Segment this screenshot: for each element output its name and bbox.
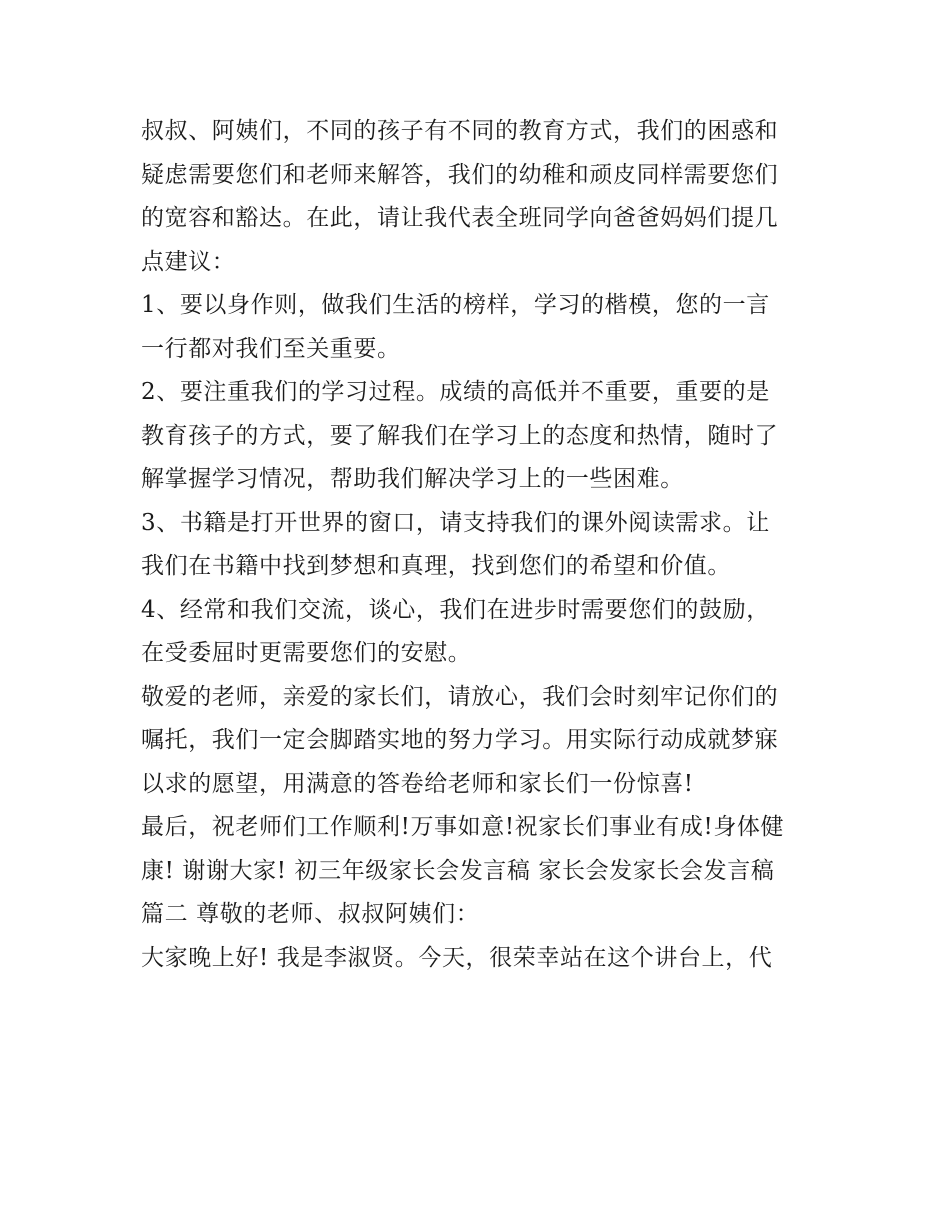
text-line: 的宽容和豁达。在此，请让我代表全班同学向爸爸妈妈们提几 bbox=[141, 205, 779, 231]
text-line: 在受委屈时更需要您们的安慰。 bbox=[141, 640, 472, 666]
text-line: 解掌握学习情况，帮助我们解决学习上的一些困难。 bbox=[141, 466, 684, 492]
text-line: 以求的愿望，用满意的答卷给老师和家长们一份惊喜! bbox=[141, 770, 694, 797]
text-line: 最后，祝老师们工作顺利!万事如意!祝家长们事业有成!身体健 bbox=[141, 814, 785, 840]
text-line: 教育孩子的方式，要了解我们在学习上的态度和热情，随时了 bbox=[141, 422, 779, 449]
text-line: 大家晚上好! 我是李淑贤。今天，很荣幸站在这个讲台上，代 bbox=[141, 944, 773, 971]
text-line: 2、要注重我们的学习过程。成绩的高低并不重要，重要的是 bbox=[141, 379, 770, 405]
text-line: 敬爱的老师，亲爱的家长们，请放心，我们会时刻牢记你们的 bbox=[141, 683, 779, 710]
text-line: 篇二 尊敬的老师、叔叔阿姨们： bbox=[141, 901, 480, 927]
text-line: 1、要以身作则，做我们生活的榜样，学习的楷模，您的一言 bbox=[141, 292, 770, 318]
text-line: 4、经常和我们交流，谈心，我们在进步时需要您们的鼓励， bbox=[141, 596, 770, 623]
text-line: 3、书籍是打开世界的窗口，请支持我们的课外阅读需求。让 bbox=[141, 509, 770, 536]
text-line: 康! 谢谢大家! 初三年级家长会发言稿 家长会发家长会发言稿 bbox=[141, 857, 775, 884]
text-line: 我们在书籍中找到梦想和真理，找到您们的希望和价值。 bbox=[141, 553, 731, 579]
text-line: 叔叔、阿姨们，不同的孩子有不同的教育方式，我们的困惑和 bbox=[141, 118, 779, 144]
text-line: 嘱托，我们一定会脚踏实地的努力学习。用实际行动成就梦寐 bbox=[141, 727, 779, 753]
document-body bbox=[141, 110, 821, 980]
text-line: 一行都对我们至关重要。 bbox=[141, 335, 401, 362]
text-line: 点建议： bbox=[141, 248, 236, 275]
text-line: 疑虑需要您们和老师来解答，我们的幼稚和顽皮同样需要您们 bbox=[141, 161, 779, 188]
